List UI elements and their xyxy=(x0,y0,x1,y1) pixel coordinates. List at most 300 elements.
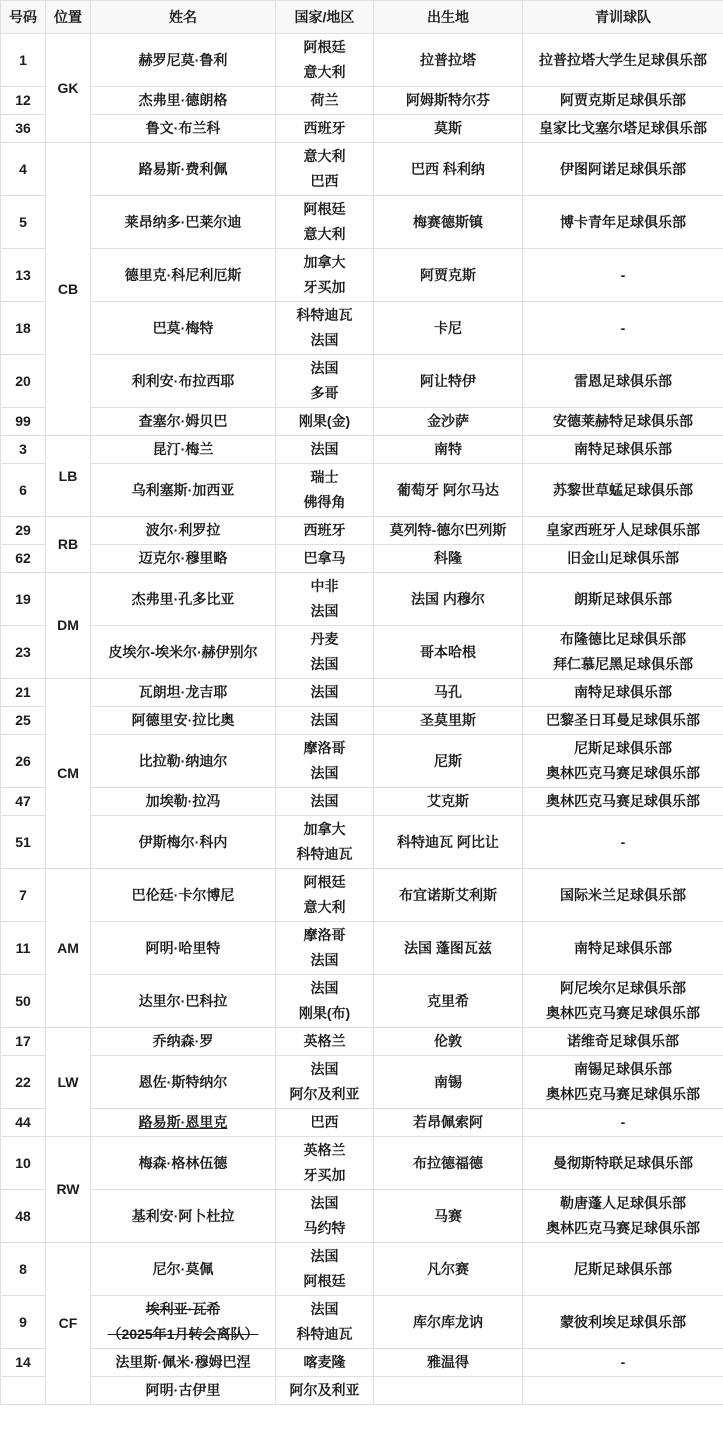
position-cell: CB xyxy=(46,143,91,436)
player-number-cell: 26 xyxy=(1,735,46,788)
player-number-cell: 8 xyxy=(1,1243,46,1296)
player-name-cell xyxy=(91,816,276,869)
youth-club-line: 拜仁慕尼黑足球俱乐部 xyxy=(553,656,693,672)
country-cell xyxy=(276,545,374,573)
country-line: 法国 xyxy=(310,1061,339,1077)
player-number-cell: 22 xyxy=(1,1056,46,1109)
country-line: 巴拿马 xyxy=(303,550,346,566)
player-name: 莱昂纳多·巴莱尔迪 xyxy=(124,213,242,230)
country-cell xyxy=(276,115,374,143)
player-name: 阿德里安·拉比奥 xyxy=(131,712,235,728)
player-name-cell xyxy=(91,143,276,196)
youth-club-line: 南特足球俱乐部 xyxy=(574,684,672,700)
player-number-cell: 14 xyxy=(1,1349,46,1377)
birthplace-cell: 布宜诺斯艾利斯 xyxy=(374,869,523,922)
player-name-cell xyxy=(91,1190,276,1243)
country-line: 意大利 xyxy=(303,64,346,80)
youth-club-line: 尼斯足球俱乐部 xyxy=(574,1260,672,1277)
youth-club-line: - xyxy=(620,1114,626,1130)
country-cell xyxy=(276,1109,374,1137)
country-line: 瑞士 xyxy=(310,469,339,485)
player-number-cell: 21 xyxy=(1,679,46,707)
country-line: 加拿大 xyxy=(303,821,346,837)
column-header: 号码 xyxy=(1,1,46,34)
birthplace-cell: 阿让特伊 xyxy=(374,355,523,408)
country-cell xyxy=(276,517,374,545)
country-line: 意大利 xyxy=(303,899,346,915)
country-cell xyxy=(276,1028,374,1056)
youth-club-cell xyxy=(523,464,723,517)
column-header: 出生地 xyxy=(374,1,523,34)
country-line: 佛得角 xyxy=(303,494,346,510)
player-number-cell: 62 xyxy=(1,545,46,573)
youth-club-line: 皇家西班牙人足球俱乐部 xyxy=(546,522,700,538)
country-line: 阿根廷 xyxy=(303,39,346,55)
birthplace-cell: 葡萄牙 阿尔马达 xyxy=(374,464,523,517)
player-name-cell xyxy=(91,1056,276,1109)
birthplace-cell: 阿贾克斯 xyxy=(374,249,523,302)
birthplace-cell: 凡尔赛 xyxy=(374,1243,523,1296)
country-line: 喀麦隆 xyxy=(303,1354,346,1370)
column-header: 国家/地区 xyxy=(276,1,374,34)
youth-club-cell xyxy=(523,249,723,302)
player-name-cell xyxy=(91,788,276,816)
country-cell xyxy=(276,249,374,302)
header-row xyxy=(1,1,723,34)
country-line: 摩洛哥 xyxy=(303,927,346,943)
player-name: 皮埃尔-埃米尔·赫伊别尔 xyxy=(108,643,258,660)
player-name: 比拉勒·纳迪尔 xyxy=(138,752,228,769)
player-row xyxy=(1,1137,723,1190)
player-row xyxy=(1,1109,723,1137)
player-row xyxy=(1,517,723,545)
country-cell xyxy=(276,788,374,816)
player-row xyxy=(1,1296,723,1349)
country-line: 加拿大 xyxy=(303,254,346,270)
player-row xyxy=(1,408,723,436)
country-line: 法国 xyxy=(310,952,339,968)
position-cell: CM xyxy=(46,679,91,869)
youth-club-cell xyxy=(523,707,723,735)
position-cell: AM xyxy=(46,869,91,1028)
player-name: 迈克尔·穆里略 xyxy=(138,550,228,566)
country-line: 阿尔及利亚 xyxy=(289,1086,360,1102)
player-name: 乔纳森·罗 xyxy=(152,1033,214,1049)
player-row xyxy=(1,249,723,302)
player-number-cell: 50 xyxy=(1,975,46,1028)
birthplace-cell: 科特迪瓦 阿比让 xyxy=(374,816,523,869)
player-number-cell: 10 xyxy=(1,1137,46,1190)
youth-club-line: 安德莱赫特足球俱乐部 xyxy=(553,413,693,429)
country-cell xyxy=(276,196,374,249)
country-line: 法国 xyxy=(310,360,339,376)
column-header: 青训球队 xyxy=(523,1,723,34)
player-name-cell xyxy=(91,249,276,302)
country-cell xyxy=(276,922,374,975)
country-line: 巴西 xyxy=(310,1114,339,1130)
player-row xyxy=(1,196,723,249)
player-name-cell xyxy=(91,735,276,788)
youth-club-cell xyxy=(523,816,723,869)
player-name-cell xyxy=(91,196,276,249)
player-name-cell xyxy=(91,707,276,735)
country-cell xyxy=(276,1190,374,1243)
country-line: 法国 xyxy=(310,1195,339,1211)
youth-club-cell xyxy=(523,1028,723,1056)
player-row xyxy=(1,436,723,464)
youth-club-cell xyxy=(523,143,723,196)
country-line: 马约特 xyxy=(303,1220,346,1236)
player-name-cell xyxy=(91,34,276,87)
player-row xyxy=(1,975,723,1028)
youth-club-line: - xyxy=(620,1354,626,1370)
player-name: 赫罗尼莫·鲁利 xyxy=(138,51,228,68)
player-row xyxy=(1,1349,723,1377)
player-row xyxy=(1,1028,723,1056)
country-line: 中非 xyxy=(310,578,339,594)
country-line: 法国 xyxy=(310,793,339,809)
youth-club-cell xyxy=(523,1349,723,1377)
player-number-cell: 13 xyxy=(1,249,46,302)
youth-club-line: 奥林匹克马赛足球俱乐部 xyxy=(546,1086,700,1102)
youth-club-line: 阿贾克斯足球俱乐部 xyxy=(560,92,686,108)
player-name-cell xyxy=(91,1296,276,1349)
country-line: 法国 xyxy=(310,712,339,728)
country-line: 法国 xyxy=(310,603,339,619)
player-name: 达里尔·巴科拉 xyxy=(138,992,228,1009)
player-row xyxy=(1,922,723,975)
birthplace-cell: 莫斯 xyxy=(374,115,523,143)
player-number-cell: 4 xyxy=(1,143,46,196)
youth-club-line: 朗斯足球俱乐部 xyxy=(574,590,672,607)
country-line: 牙买加 xyxy=(303,1167,346,1183)
youth-club-cell xyxy=(523,1377,723,1405)
player-name-cell xyxy=(91,626,276,679)
country-line: 意大利 xyxy=(303,226,346,242)
country-cell xyxy=(276,1296,374,1349)
country-cell xyxy=(276,436,374,464)
birthplace-cell: 艾克斯 xyxy=(374,788,523,816)
youth-club-cell xyxy=(523,115,723,143)
country-line: 法国 xyxy=(310,332,339,348)
player-name-cell xyxy=(91,408,276,436)
youth-club-cell xyxy=(523,545,723,573)
player-number-cell: 9 xyxy=(1,1296,46,1349)
country-line: 科特迪瓦 xyxy=(296,307,353,323)
birthplace-cell: 马孔 xyxy=(374,679,523,707)
country-line: 刚果(布) xyxy=(298,1005,351,1021)
birthplace-cell: 圣莫里斯 xyxy=(374,707,523,735)
country-cell xyxy=(276,143,374,196)
youth-club-line: 蒙彼利埃足球俱乐部 xyxy=(560,1313,686,1330)
country-cell xyxy=(276,816,374,869)
youth-club-line: 布隆德比足球俱乐部 xyxy=(560,631,686,647)
birthplace-cell: 若昂佩索阿 xyxy=(374,1109,523,1137)
country-cell xyxy=(276,464,374,517)
player-name-cell xyxy=(91,436,276,464)
player-number-cell: 99 xyxy=(1,408,46,436)
country-cell xyxy=(276,1137,374,1190)
country-cell xyxy=(276,355,374,408)
birthplace-cell: 哥本哈根 xyxy=(374,626,523,679)
player-row xyxy=(1,355,723,408)
youth-club-line: - xyxy=(620,266,626,283)
youth-club-line: 苏黎世草蜢足球俱乐部 xyxy=(553,481,693,498)
youth-club-cell xyxy=(523,975,723,1028)
birthplace-cell: 卡尼 xyxy=(374,302,523,355)
country-cell xyxy=(276,735,374,788)
position-cell: LW xyxy=(46,1028,91,1137)
youth-club-line: 博卡青年足球俱乐部 xyxy=(560,213,686,230)
youth-club-cell xyxy=(523,302,723,355)
player-name: 瓦朗坦·龙吉耶 xyxy=(138,684,228,700)
youth-club-line: 奥林匹克马赛足球俱乐部 xyxy=(546,1220,700,1236)
country-line: 西班牙 xyxy=(303,522,346,538)
youth-club-line: 皇家比戈塞尔塔足球俱乐部 xyxy=(539,120,707,136)
player-row xyxy=(1,788,723,816)
player-row xyxy=(1,464,723,517)
country-line: 阿根廷 xyxy=(303,1273,346,1289)
country-cell xyxy=(276,302,374,355)
country-line: 阿尔及利亚 xyxy=(289,1382,360,1398)
country-cell xyxy=(276,573,374,626)
player-name-cell xyxy=(91,464,276,517)
player-row xyxy=(1,869,723,922)
player-name-cell xyxy=(91,545,276,573)
player-name-cell xyxy=(91,1377,276,1405)
country-cell xyxy=(276,34,374,87)
birthplace-cell: 科隆 xyxy=(374,545,523,573)
youth-club-line: 伊图阿诺足球俱乐部 xyxy=(560,160,686,177)
birthplace-cell: 库尔库龙讷 xyxy=(374,1296,523,1349)
player-number-cell xyxy=(1,1377,46,1405)
player-name: 法里斯·佩米·穆姆巴涅 xyxy=(115,1354,251,1370)
youth-club-cell xyxy=(523,1137,723,1190)
player-number-cell: 23 xyxy=(1,626,46,679)
youth-club-cell xyxy=(523,922,723,975)
birthplace-cell: 尼斯 xyxy=(374,735,523,788)
country-cell xyxy=(276,679,374,707)
player-name: 阿明·哈里特 xyxy=(145,939,221,956)
player-number-cell: 3 xyxy=(1,436,46,464)
player-name: 梅森·格林伍德 xyxy=(138,1154,228,1171)
player-name: 查塞尔·姆贝巴 xyxy=(138,413,228,429)
player-name-cell xyxy=(91,1109,276,1137)
country-cell xyxy=(276,87,374,115)
player-name: 埃利亚·瓦希 xyxy=(145,1301,221,1317)
player-name: 恩佐·斯特纳尔 xyxy=(138,1073,228,1090)
country-line: 摩洛哥 xyxy=(303,740,346,756)
player-number-cell: 1 xyxy=(1,34,46,87)
youth-club-line: 奥林匹克马赛足球俱乐部 xyxy=(546,1005,700,1021)
player-row xyxy=(1,1056,723,1109)
country-line: 荷兰 xyxy=(310,92,339,108)
player-name-cell xyxy=(91,87,276,115)
player-name: 路易斯·费利佩 xyxy=(138,160,228,177)
youth-club-cell xyxy=(523,735,723,788)
country-cell xyxy=(276,869,374,922)
birthplace-cell: 南特 xyxy=(374,436,523,464)
player-name: 基利安·阿卜杜拉 xyxy=(131,1207,235,1224)
birthplace-cell: 梅赛德斯镇 xyxy=(374,196,523,249)
youth-club-cell xyxy=(523,679,723,707)
country-line: 法国 xyxy=(310,765,339,781)
birthplace-cell: 布拉德福德 xyxy=(374,1137,523,1190)
player-name: 尼尔·莫佩 xyxy=(152,1260,214,1277)
player-name-cell xyxy=(91,679,276,707)
player-number-cell: 17 xyxy=(1,1028,46,1056)
position-cell: CF xyxy=(46,1243,91,1405)
player-row xyxy=(1,626,723,679)
youth-club-line: 尼斯足球俱乐部 xyxy=(574,740,672,756)
youth-club-cell xyxy=(523,196,723,249)
youth-club-line: - xyxy=(620,833,626,850)
player-name-cell xyxy=(91,573,276,626)
player-name-cell xyxy=(91,302,276,355)
country-cell xyxy=(276,408,374,436)
table-body xyxy=(1,34,723,1405)
position-cell: DM xyxy=(46,573,91,679)
player-number-cell: 20 xyxy=(1,355,46,408)
youth-club-cell xyxy=(523,869,723,922)
player-name: 巴莫·梅特 xyxy=(152,319,214,336)
player-name-cell xyxy=(91,1028,276,1056)
player-name-cell xyxy=(91,975,276,1028)
player-name: 加埃勒·拉冯 xyxy=(145,793,221,809)
birthplace-cell: 马赛 xyxy=(374,1190,523,1243)
country-line: 法国 xyxy=(310,1248,339,1264)
youth-club-line: 南锡足球俱乐部 xyxy=(574,1061,672,1077)
youth-club-cell xyxy=(523,1056,723,1109)
player-number-cell: 29 xyxy=(1,517,46,545)
youth-club-cell xyxy=(523,1109,723,1137)
player-name-cell xyxy=(91,355,276,408)
position-cell: RB xyxy=(46,517,91,573)
country-line: 巴西 xyxy=(310,173,339,189)
country-line: 西班牙 xyxy=(303,120,346,136)
youth-club-cell xyxy=(523,408,723,436)
birthplace-cell: 莫列特-德尔巴列斯 xyxy=(374,517,523,545)
youth-club-cell xyxy=(523,517,723,545)
player-name-cell xyxy=(91,922,276,975)
youth-club-line: 奥林匹克马赛足球俱乐部 xyxy=(546,765,700,781)
youth-club-cell xyxy=(523,1243,723,1296)
player-name: 巴伦廷·卡尔博尼 xyxy=(131,886,235,903)
birthplace-cell: 伦敦 xyxy=(374,1028,523,1056)
country-line: 丹麦 xyxy=(310,631,339,647)
player-name: 波尔·利罗拉 xyxy=(145,522,221,538)
player-name: 阿明·古伊里 xyxy=(145,1382,221,1398)
youth-club-line: 诺维奇足球俱乐部 xyxy=(567,1033,679,1049)
player-number-cell: 51 xyxy=(1,816,46,869)
country-line: 多哥 xyxy=(310,385,339,401)
player-row xyxy=(1,34,723,87)
player-row xyxy=(1,302,723,355)
position-cell: GK xyxy=(46,34,91,143)
player-row xyxy=(1,545,723,573)
player-name: 乌利塞斯·加西亚 xyxy=(131,481,235,498)
youth-club-line: 勒唐蓬人足球俱乐部 xyxy=(560,1195,686,1211)
player-name: 杰弗里·孔多比亚 xyxy=(131,590,235,607)
player-number-cell: 44 xyxy=(1,1109,46,1137)
birthplace-cell: 法国 蓬图瓦兹 xyxy=(374,922,523,975)
country-line: 法国 xyxy=(310,441,339,457)
country-line: 英格兰 xyxy=(303,1033,346,1049)
youth-club-line: 拉普拉塔大学生足球俱乐部 xyxy=(539,51,707,68)
country-line: 英格兰 xyxy=(303,1142,346,1158)
country-cell xyxy=(276,1377,374,1405)
player-name-cell xyxy=(91,869,276,922)
player-row xyxy=(1,115,723,143)
player-name: 利利安·布拉西耶 xyxy=(131,372,235,389)
player-number-cell: 18 xyxy=(1,302,46,355)
youth-club-cell xyxy=(523,573,723,626)
youth-club-cell xyxy=(523,87,723,115)
player-number-cell: 5 xyxy=(1,196,46,249)
youth-club-cell xyxy=(523,1190,723,1243)
country-line: 科特迪瓦 xyxy=(296,846,353,862)
player-name-cell xyxy=(91,1243,276,1296)
country-cell xyxy=(276,626,374,679)
birthplace-cell xyxy=(374,1377,523,1405)
player-number-cell: 48 xyxy=(1,1190,46,1243)
player-name: 鲁文·布兰科 xyxy=(145,120,221,136)
country-line: 意大利 xyxy=(303,148,346,164)
youth-club-line: 旧金山足球俱乐部 xyxy=(567,550,679,566)
birthplace-cell: 南锡 xyxy=(374,1056,523,1109)
birthplace-cell: 法国 内穆尔 xyxy=(374,573,523,626)
youth-club-line: 奥林匹克马赛足球俱乐部 xyxy=(546,793,700,809)
player-row xyxy=(1,1243,723,1296)
youth-club-cell xyxy=(523,355,723,408)
player-row xyxy=(1,573,723,626)
youth-club-line: - xyxy=(620,319,626,336)
player-number-cell: 6 xyxy=(1,464,46,517)
country-line: 科特迪瓦 xyxy=(296,1326,353,1342)
country-line: 法国 xyxy=(310,656,339,672)
country-cell xyxy=(276,1243,374,1296)
youth-club-line: 巴黎圣日耳曼足球俱乐部 xyxy=(546,712,700,728)
birthplace-cell: 雅温得 xyxy=(374,1349,523,1377)
country-line: 牙买加 xyxy=(303,279,346,295)
player-number-cell: 47 xyxy=(1,788,46,816)
country-line: 阿根廷 xyxy=(303,874,346,890)
country-line: 刚果(金) xyxy=(298,413,351,429)
player-row xyxy=(1,679,723,707)
player-number-cell: 19 xyxy=(1,573,46,626)
player-row xyxy=(1,143,723,196)
youth-club-line: 南特足球俱乐部 xyxy=(574,441,672,457)
column-header: 姓名 xyxy=(91,1,276,34)
player-name[interactable]: 路易斯·恩里克 xyxy=(138,1114,228,1130)
birthplace-cell: 拉普拉塔 xyxy=(374,34,523,87)
country-cell xyxy=(276,1056,374,1109)
player-row xyxy=(1,1190,723,1243)
country-cell xyxy=(276,975,374,1028)
youth-club-cell xyxy=(523,626,723,679)
player-number-cell: 7 xyxy=(1,869,46,922)
player-name-cell xyxy=(91,115,276,143)
country-line: 法国 xyxy=(310,980,339,996)
player-name-note: （2025年1月转会离队） xyxy=(107,1326,259,1342)
player-name-cell xyxy=(91,1137,276,1190)
birthplace-cell: 克里希 xyxy=(374,975,523,1028)
birthplace-cell: 金沙萨 xyxy=(374,408,523,436)
youth-club-line: 阿尼埃尔足球俱乐部 xyxy=(560,980,686,996)
player-name-cell xyxy=(91,1349,276,1377)
country-line: 法国 xyxy=(310,1301,339,1317)
player-name-cell xyxy=(91,517,276,545)
